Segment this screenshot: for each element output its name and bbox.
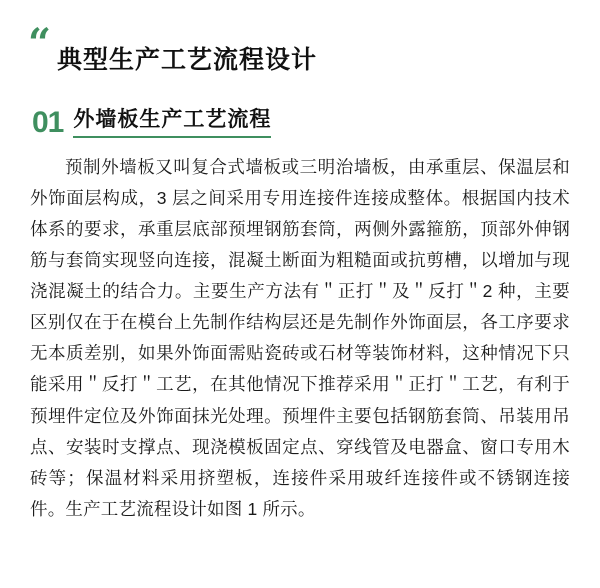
body-paragraph: 预制外墙板又叫复合式墙板或三明治墙板，由承重层、保温层和外饰面层构成，3 层之间采用专用连接件连接成整体。根据国内技术体系的要求，承重层底部预埋钢筋套筒，两侧外露箍筋，顶部外伸钢筋与套筒实现竖向连接，混凝土断面为粗糙面或抗剪槽，以增加与现浇混凝土的结合力。主要生产方法有＂正打＂及＂反打＂2 种，主要区别仅在于在模台上先制作结构层还是先制作外饰面层，各工序要求无本质差别，如果外饰面需贴瓷砖或石材等装饰材料，这种情况下只能采用＂反打＂工艺，在其他情况下推荐采用＂正打＂工艺，有利于预埋件定位及外饰面抹光处理。预埋件主要包括钢筋套筒、吊装用吊点、安装时支撑点、现浇模板固定点、穿线管及电器盒、窗口专用木砖等；保温材料采用挤塑板，连接件采用玻纤连接件或不锈钢连接件。生产工艺流程设计如图 1 所示。 — [30, 156, 570, 520]
section-title: 外墙板生产工艺流程 — [73, 108, 272, 132]
quote-icon: “ — [28, 20, 50, 67]
document-title-row — [28, 22, 572, 92]
section-heading — [32, 105, 572, 139]
page-title: 典型生产工艺流程设计 — [57, 45, 318, 74]
section-title-underline — [73, 108, 271, 137]
section-number: 01 — [32, 105, 64, 139]
